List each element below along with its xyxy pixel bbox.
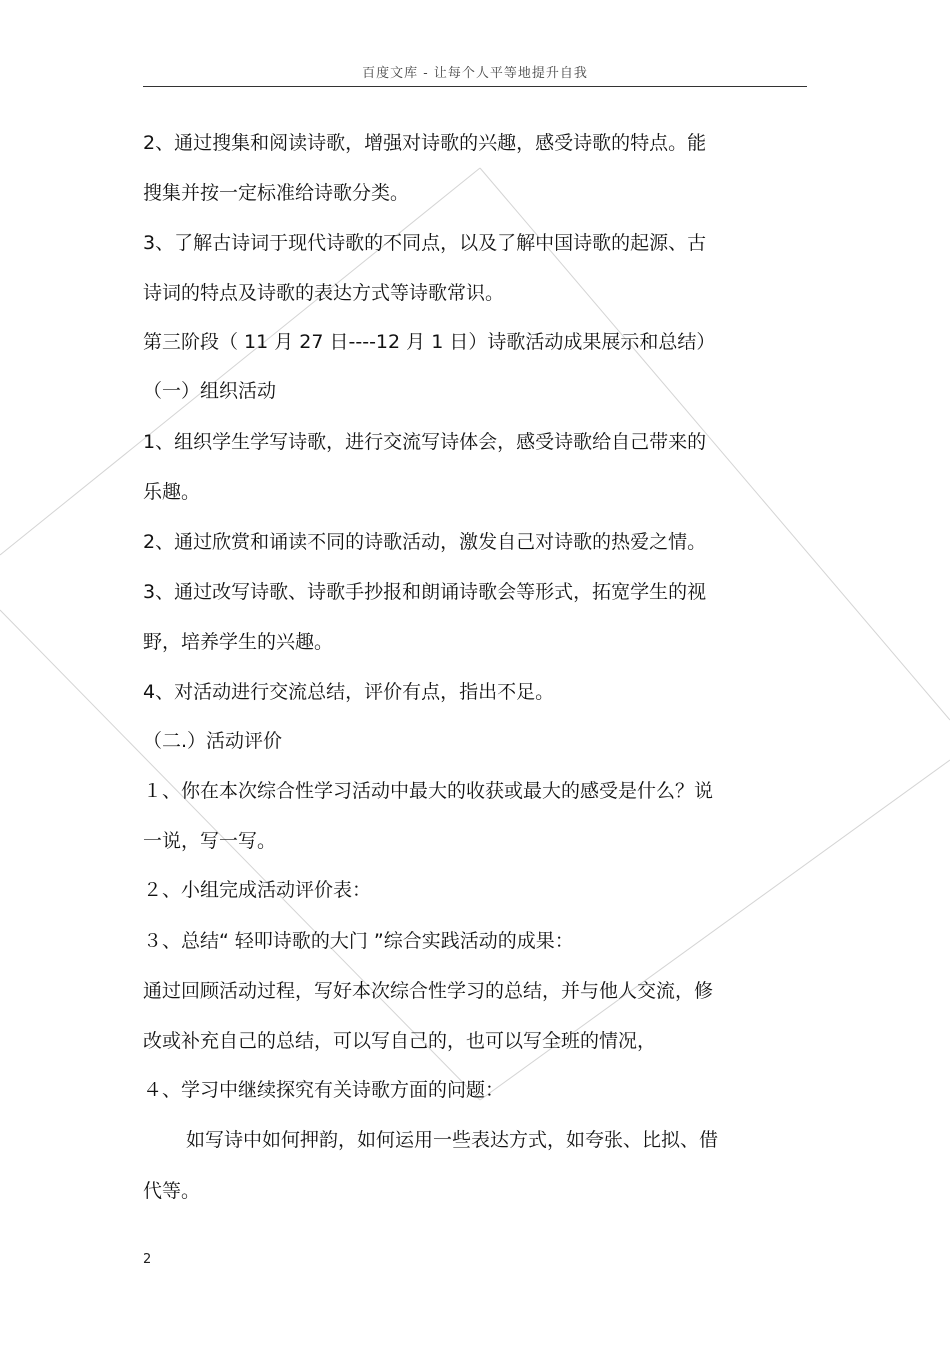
section-heading: 第三阶段（ 11 月 27 日----12 月 1 日）诗歌活动成果展示和总结） — [143, 331, 716, 353]
paragraph-line: ２、小组完成活动评价表： — [143, 879, 372, 901]
paragraph-line: 改或补充自己的总结，可以写自己的，也可以写全班的情况， — [143, 1030, 657, 1052]
paragraph-line: ３、总结“ 轻叩诗歌的大门 ”综合实践活动的成果： — [143, 930, 574, 952]
paragraph-line: 搜集并按一定标准给诗歌分类。 — [143, 182, 410, 204]
paragraph-line: 代等。 — [143, 1180, 201, 1202]
paragraph-line: 3、通过改写诗歌、诗歌手抄报和朗诵诗歌会等形式，拓宽学生的视 — [143, 581, 707, 603]
paragraph-line: 乐趣。 — [143, 481, 201, 503]
paragraph-line: ４、学习中继续探究有关诗歌方面的问题： — [143, 1079, 505, 1101]
paragraph-line: 2、通过欣赏和诵读不同的诗歌活动，激发自己对诗歌的热爱之情。 — [143, 531, 707, 553]
subsection-heading: （二.）活动评价 — [143, 730, 283, 752]
paragraph-line: 3、了解古诗词于现代诗歌的不同点，以及了解中国诗歌的起源、古 — [143, 232, 707, 254]
paragraph-line: 野，培养学生的兴趣。 — [143, 631, 334, 653]
paragraph-line: 一说，写一写。 — [143, 830, 277, 852]
paragraph-line: 诗词的特点及诗歌的表达方式等诗歌常识。 — [143, 282, 505, 304]
page-header: 百度文库 - 让每个人平等地提升自我 — [362, 66, 588, 81]
paragraph-line: 4、对活动进行交流总结，评价有点，指出不足。 — [143, 681, 555, 703]
paragraph-line: １、你在本次综合性学习活动中最大的收获或最大的感受是什么？说 — [143, 780, 714, 802]
subsection-heading: （一）组织活动 — [143, 380, 277, 402]
page-number: 2 — [143, 1252, 152, 1267]
paragraph-line: 1、组织学生学写诗歌，进行交流写诗体会，感受诗歌给自己带来的 — [143, 431, 707, 453]
paragraph-line: 2、通过搜集和阅读诗歌，增强对诗歌的兴趣，感受诗歌的特点。能 — [143, 132, 707, 154]
header-rule — [143, 86, 807, 87]
paragraph-line: 通过回顾活动过程，写好本次综合性学习的总结，并与他人交流，修 — [143, 980, 714, 1002]
paragraph-line: 如写诗中如何押韵，如何运用一些表达方式，如夸张、比拟、借 — [186, 1129, 719, 1151]
